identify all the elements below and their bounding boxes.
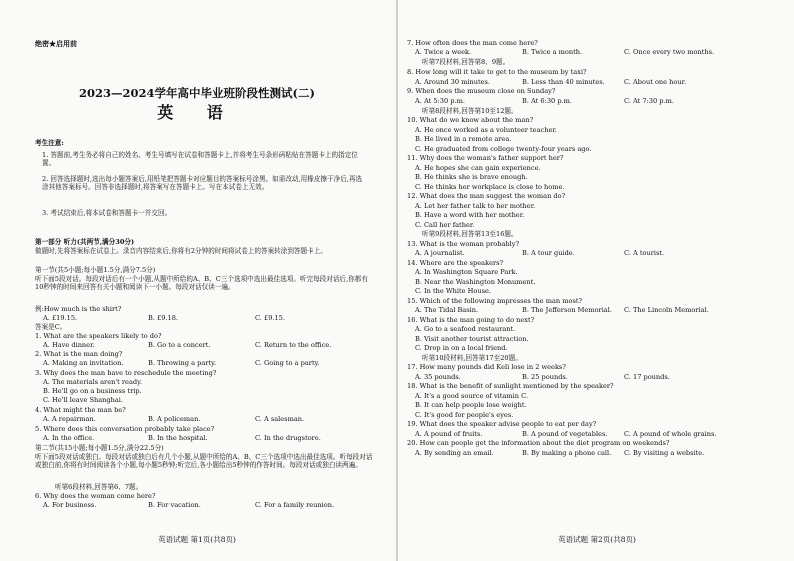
option-a: A. The Tidal Basin. bbox=[415, 306, 479, 314]
question: 8. How long will it take to get to the museum by taxi? bbox=[407, 68, 587, 76]
page-footer-left: 英语试题 第1页(共8页) bbox=[158, 535, 236, 544]
option-c: C. It's good for people's eyes. bbox=[415, 411, 514, 419]
section2-intro: 听下面5段对话或独白。每段对话或独白后有几个小题,从题中所给的A、B、C三个选项中选出最佳选项。听每段对话或独白前,你将有时间阅读各个小题,每小题5秒钟;听完后,各小题给出5秒钟的作答时间。每段对话或独白读两遍。 bbox=[35, 453, 373, 469]
option-a: A. By sending an email. bbox=[415, 449, 494, 457]
option-b: B. For vacation. bbox=[148, 501, 201, 509]
option-c: C. For a family reunion. bbox=[255, 501, 335, 509]
option-b: B. In the hospital. bbox=[148, 434, 208, 442]
option-a: A. A pound of fruits. bbox=[415, 430, 483, 438]
option-c: C. Once every two months. bbox=[624, 48, 715, 56]
option-a: A. It's a good source of vitamin C. bbox=[415, 392, 528, 400]
option-c: C. About one hour. bbox=[624, 78, 687, 86]
option-b: B. Less than 40 minutes. bbox=[522, 78, 605, 86]
example-option: A. £19.15. bbox=[43, 314, 78, 322]
question: 17. How many pounds did Keli lose in 2 weeks? bbox=[407, 363, 566, 371]
option-a: A. Twice a week. bbox=[415, 48, 472, 56]
example-option: C. £9.15. bbox=[255, 314, 285, 322]
option-b: B. Throwing a party. bbox=[148, 359, 217, 367]
option-c: C. In the White House. bbox=[415, 287, 491, 295]
option-a: A. Go to a seafood restaurant. bbox=[415, 325, 516, 333]
option-c: C. 17 pounds. bbox=[624, 373, 670, 381]
option-c: C. Going to a party. bbox=[255, 359, 320, 367]
option-b: B. He'll go on a business trip. bbox=[43, 387, 142, 395]
option-b: B. Near the Washington Monument. bbox=[415, 278, 536, 286]
question: 20. How can people get the information about the diet program on weekends? bbox=[407, 439, 670, 447]
example-question: 例:How much is the shirt? bbox=[35, 305, 122, 313]
question: 7. How often does the man come here? bbox=[407, 39, 538, 47]
option-a: A. He hopes she can gain experience. bbox=[415, 164, 541, 172]
question: 14. Where are the speakers? bbox=[407, 259, 504, 267]
option-a: A. The materials aren't ready. bbox=[43, 378, 143, 386]
option-a: A. A repairman. bbox=[43, 415, 96, 423]
exam-title: 2023—2024学年高中毕业班阶段性测试(二) bbox=[79, 86, 315, 100]
question: 4. What might the man be? bbox=[35, 406, 126, 414]
option-b: B. He thinks she is brave enough. bbox=[415, 173, 528, 181]
option-b: B. A tour guide. bbox=[522, 249, 575, 257]
question: 1. What are the speakers likely to do? bbox=[35, 332, 162, 340]
note-item: 1. 答题前,考生务必将自己的姓名、考生号填写在试卷和答题卡上,并将考生号条形码粘贴在答题卡上的指定位置。 bbox=[42, 151, 358, 167]
option-a: A. He once worked as a volunteer teacher. bbox=[415, 126, 557, 134]
question: 10. What do we know about the man? bbox=[407, 116, 534, 124]
section1-intro: 听下面5段对话。每段对话后有一个小题,从题中所给的A、B、C三个选项中选出最佳选项。听完每段对话后,你都有10秒钟的时间来回答有关小题和阅读下一小题。每段对话仅读一遍。 bbox=[35, 275, 368, 291]
option-b: B. He lived in a remote area. bbox=[415, 135, 512, 143]
question: 12. What does the man suggest the woman do? bbox=[407, 192, 566, 200]
material-instruction: 听第9段材料,回答第13至16题。 bbox=[422, 230, 518, 238]
option-b: B. It can help people lose weight. bbox=[415, 401, 527, 409]
question: 19. What does the speaker advise people to eat per day? bbox=[407, 420, 597, 428]
option-b: B. 25 pounds. bbox=[522, 373, 568, 381]
option-c: C. A pound of whole grains. bbox=[624, 430, 717, 438]
page-2 bbox=[400, 0, 794, 561]
question: 2. What is the man doing? bbox=[35, 350, 123, 358]
question: 16. What is the man going to do next? bbox=[407, 316, 535, 324]
material-instruction: 听第6段材料,回答第6、7题。 bbox=[55, 483, 143, 491]
option-c: C. In the drugstore. bbox=[255, 434, 321, 442]
option-b: B. The Jefferson Memorial. bbox=[522, 306, 612, 314]
note-item: 2. 回答选择题时,选出每小题答案后,用铅笔把答题卡对应题目的答案标号涂黑。如需改动,用橡皮擦干净后,再选涂其他答案标号。回答非选择题时,将答案写在答题卡上。写在本试卷上无效。 bbox=[42, 175, 363, 191]
option-b: B. By making a phone call. bbox=[522, 449, 612, 457]
question: 6. Why does the woman come here? bbox=[35, 492, 156, 500]
question: 13. What is the woman probably? bbox=[407, 240, 519, 248]
option-a: A. In Washington Square Park. bbox=[415, 268, 518, 276]
question: 11. Why does the woman's father support her? bbox=[407, 154, 564, 162]
option-a: A. Let her father talk to her mother. bbox=[415, 202, 536, 210]
option-b: B. Have a word with her mother. bbox=[415, 211, 525, 219]
confidential-mark: 绝密★启用前 bbox=[35, 39, 77, 48]
page-fold-divider bbox=[396, 0, 398, 561]
option-b: B. Twice a month. bbox=[522, 48, 583, 56]
option-a: A. In the office. bbox=[43, 434, 95, 442]
question: 3. Why does the man have to reschedule the meeting? bbox=[35, 369, 217, 377]
material-instruction: 听第8段材料,回答第10至12题。 bbox=[422, 107, 518, 115]
example-answer: 答案是C。 bbox=[35, 323, 67, 331]
page-footer-right: 英语试题 第2页(共8页) bbox=[558, 535, 636, 544]
material-instruction: 听第10段材料,回答第17至20题。 bbox=[422, 354, 522, 362]
option-c: C. A tourist. bbox=[624, 249, 665, 257]
option-a: A. A journalist. bbox=[415, 249, 465, 257]
option-a: A. 35 pounds. bbox=[415, 373, 461, 381]
note-item: 3. 考试结束后,将本试卷和答题卡一并交回。 bbox=[42, 209, 172, 217]
option-c: C. At 7:30 p.m. bbox=[624, 97, 674, 105]
question: 18. What is the benefit of sunlight mentioned by the speaker? bbox=[407, 382, 614, 390]
option-a: A. Around 30 minutes. bbox=[415, 78, 491, 86]
part1-heading: 第一部分 听力(共两节,满分30分) bbox=[35, 238, 135, 246]
notes-heading: 考生注意: bbox=[35, 139, 64, 147]
option-c: C. He'll leave Shanghai. bbox=[43, 396, 123, 404]
section1-heading: 第一节(共5小题;每小题1.5分,满分7.5分) bbox=[35, 266, 156, 274]
part1-intro: 做题时,先将答案标在试卷上。录音内容结束后,你将有2分钟的时间将试卷上的答案转涂到答题卡上。 bbox=[35, 247, 327, 255]
option-b: B. Visit another tourist attraction. bbox=[415, 335, 529, 343]
option-a: A. Making an invitation. bbox=[43, 359, 124, 367]
option-c: C. A salesman. bbox=[255, 415, 305, 423]
example-option: B. £9.18. bbox=[148, 314, 179, 322]
material-instruction: 听第7段材料,回答第8、9题。 bbox=[422, 58, 510, 66]
option-b: B. At 6:30 p.m. bbox=[522, 97, 572, 105]
option-a: A. Have dinner. bbox=[43, 341, 95, 349]
option-c: C. He thinks her workplace is close to home. bbox=[415, 183, 565, 191]
option-a: A. For business. bbox=[43, 501, 97, 509]
option-a: A. At 5:30 p.m. bbox=[415, 97, 465, 105]
option-c: C. Call her father. bbox=[415, 221, 475, 229]
option-c: C. The Lincoln Memorial. bbox=[624, 306, 709, 314]
option-b: B. Go to a concert. bbox=[148, 341, 211, 349]
page-1 bbox=[0, 0, 394, 561]
option-b: B. A policeman. bbox=[148, 415, 201, 423]
option-c: C. He graduated from college twenty-four years ago. bbox=[415, 145, 592, 153]
option-c: C. Drop in on a local friend. bbox=[415, 344, 508, 352]
question: 5. Where does this conversation probably take place? bbox=[35, 425, 215, 433]
option-b: B. A pound of vegetables. bbox=[522, 430, 608, 438]
option-c: C. Return to the office. bbox=[255, 341, 332, 349]
option-c: C. By visiting a website. bbox=[624, 449, 705, 457]
subject-title: 英 语 bbox=[157, 103, 237, 122]
question: 15. Which of the following impresses the man most? bbox=[407, 297, 583, 305]
question: 9. When does the museum close on Sunday? bbox=[407, 87, 556, 95]
section2-heading: 第二节(共15小题;每小题1.5分,满分22.5分) bbox=[35, 444, 164, 452]
